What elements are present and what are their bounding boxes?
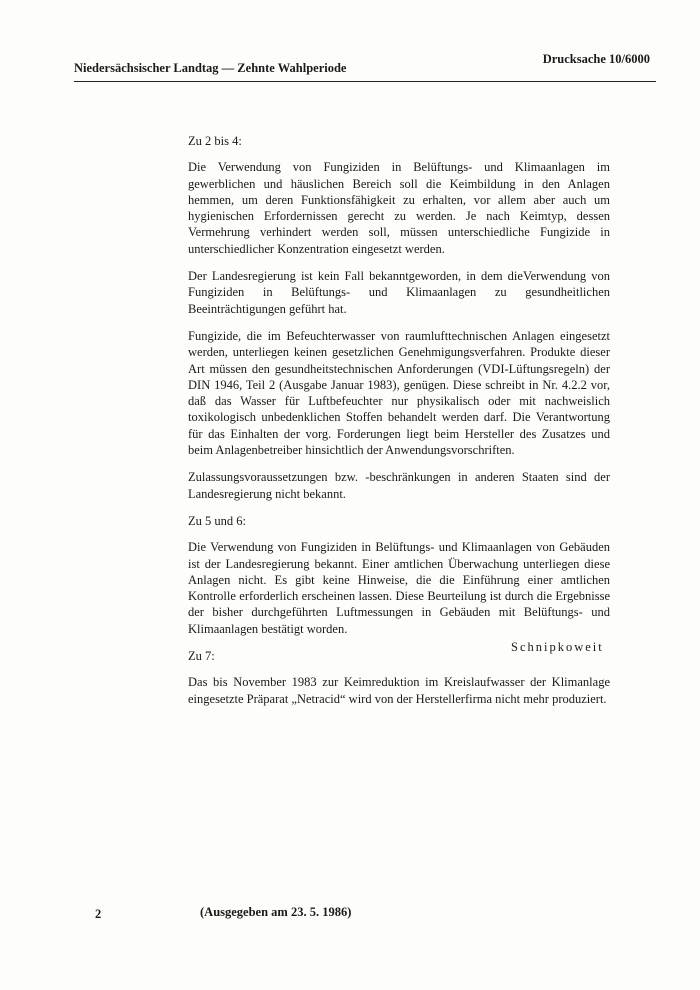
document-body bbox=[188, 133, 610, 718]
paragraph: Die Verwendung von Fungiziden in Belüftungs- und Klimaanlagen im gewerblichen und häuslichen Bereich soll die Keimbildung in den Anlagen hemmen, um deren Funktionsfähigkeit zu erhalten, vor allem aber auch um hygienischen Erfordernissen gerecht zu werden. Je nach Keimtyp, dessen Vermehrung verhindert werden soll, müssen unterschiedliche Fungizide in unterschiedlicher Konzentration eingesetzt werden. bbox=[188, 160, 610, 256]
header-title: Niedersächsischer Landtag — Zehnte Wahlperiode bbox=[74, 61, 347, 75]
header-divider bbox=[74, 81, 656, 82]
issue-date: (Ausgegeben am 23. 5. 1986) bbox=[200, 905, 352, 919]
paragraph: Zulassungsvoraussetzungen bzw. -beschränkungen in anderen Staaten sind der Landesregierung nicht bekannt. bbox=[188, 470, 610, 501]
section-heading-5-6: Zu 5 und 6: bbox=[188, 513, 246, 528]
paragraph: Das bis November 1983 zur Keimreduktion im Kreislaufwasser der Klimanlage eingesetzte Präparat „Netracid“ wird von der Herstellerfirma nicht mehr produziert. bbox=[188, 675, 610, 706]
section-heading-7: Zu 7: bbox=[188, 649, 215, 664]
signature: Schnipkoweit bbox=[511, 640, 604, 654]
document-number: Drucksache 10/6000 bbox=[542, 52, 650, 66]
section-heading-2-4: Zu 2 bis 4: bbox=[188, 134, 242, 148]
paragraph: Die Verwendung von Fungiziden in Belüftungs- und Klimaanlagen von Gebäuden ist der Landesregierung bekannt. Einer amtlichen Überwachung unterliegen diese Anlagen nicht. Es gibt keine Hinweise, die die Einführung einer amtlichen Kontrolle erforderlich erscheinen lassen. Diese Beurteilung ist durch die Ergebnisse der bisher durchgeführten Luftmessungen in Gebäuden mit Belüftungs- und Klimaanlagen bestätigt worden. bbox=[188, 540, 610, 636]
paragraph: Der Landesregierung ist kein Fall bekanntgeworden, in dem dieVerwendung von Fungiziden in Belüftungs- und Klimaanlagen zu gesundheitlichen Beeinträchtigungen geführt hat. bbox=[188, 269, 610, 316]
page-number: 2 bbox=[95, 907, 102, 921]
paragraph: Fungizide, die im Befeuchterwasser von raumlufttechnischen Anlagen eingesetzt werden, unterliegen keinen gesetzlichen Genehmigungsverfahren. Produkte dieser Art müssen den gesundheitstechnischen Anforderungen (VDI-Lüftungsregeln) der DIN 1946, Teil 2 (Ausgabe Januar 1983), genügen. Diese schreibt in Nr. 4.2.2 vor, daß das Wasser für Luftbefeuchter nur physikalisch oder mit nachweislich toxikologisch unbedenklichen Stoffen behandelt werden darf. Die Verantwortung für das Einhalten der vorg. Forderungen liegt beim Hersteller des Zusatzes und beim Anlagenbetreiber hinsichtlich der Anwendungsvorschriften. bbox=[188, 328, 610, 458]
